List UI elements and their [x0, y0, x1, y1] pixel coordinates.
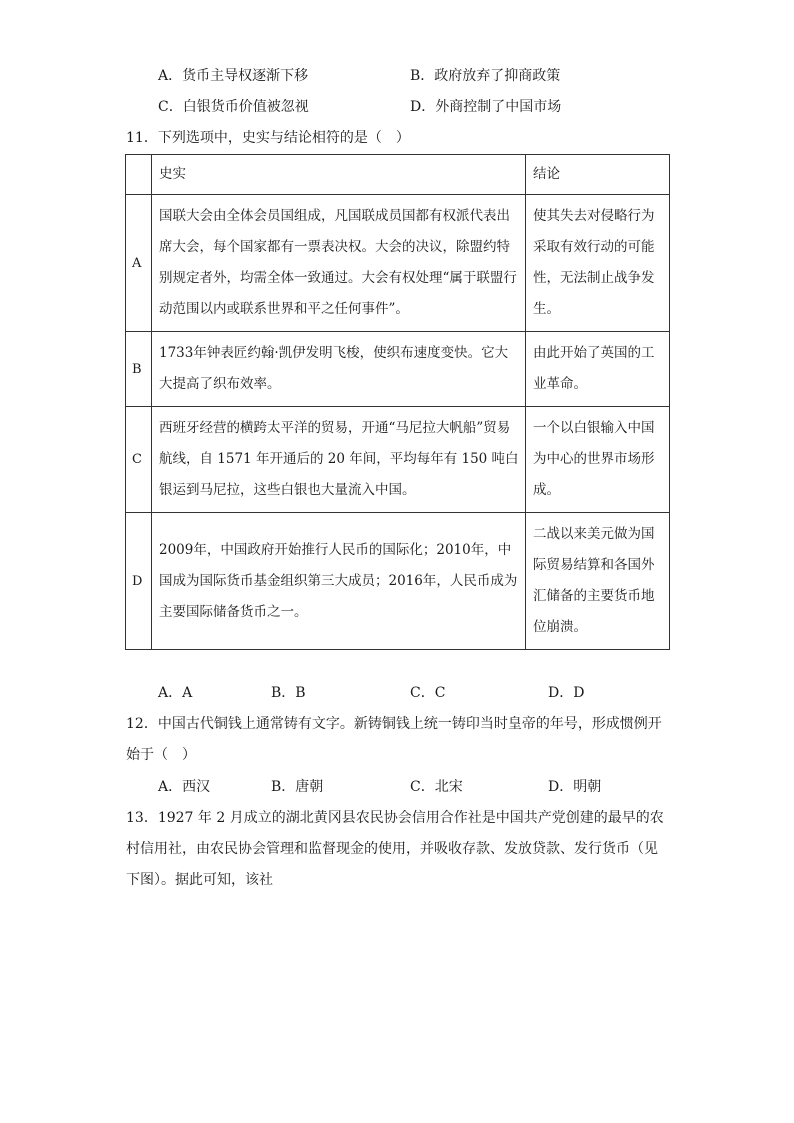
- q10-option-c: C．白银货币价值被忽视: [158, 99, 309, 115]
- header-cell-blank: [126, 155, 152, 195]
- q12-option-a: A．西汉: [158, 779, 211, 795]
- row-label: A: [126, 195, 152, 332]
- q11-table: [125, 154, 670, 650]
- q11-option-d: D．D: [548, 685, 585, 701]
- conclusion-cell: 一个以白银输入中国为中心的世界市场形成。: [526, 407, 670, 513]
- q10-option-d: D．外商控制了中国市场: [410, 99, 562, 115]
- q11-option-c: C．C: [410, 685, 446, 701]
- fact-cell: 2009年，中国政府开始推行人民币的国际化；2010年，中国成为国际货币基金组织第三大成员；2016年，人民币成为主要国际储备货币之一。: [152, 513, 526, 650]
- fact-cell: 西班牙经营的横跨太平洋的贸易，开通“马尼拉大帆船”贸易航线，自 1571 年开通后的 20 年间，平均每年有 150 吨白银运到马尼拉，这些白银也大量流入中国。: [152, 407, 526, 513]
- q10-option-a: A．货币主导权逐渐下移: [158, 68, 309, 84]
- conclusion-cell: 由此开始了英国的工业革命。: [526, 332, 670, 407]
- q12-option-b: B．唐朝: [271, 779, 324, 795]
- row-label: C: [126, 407, 152, 513]
- fact-cell: 国联大会由全体会员国组成，凡国联成员国都有权派代表出席大会，每个国家都有一票表决权。大会的决议，除盟约特别规定者外，均需全体一致通过。大会有权处理“属于联盟行动范围以内或联系世界和平之任何事件”。: [152, 195, 526, 332]
- fact-cell: 1733年钟表匠约翰·凯伊发明飞梭，使织布速度变快。它大大提高了织布效率。: [152, 332, 526, 407]
- conclusion-cell: 二战以来美元做为国际贸易结算和各国外汇储备的主要货币地位崩溃。: [526, 513, 670, 650]
- q12-option-c: C．北宋: [410, 779, 463, 795]
- q13-stem-line3: 下图）。据此可知，该社: [126, 872, 273, 888]
- q13-stem-line1: 13．1927 年 2 月成立的湖北黄冈县农民协会信用合作社是中国共产党创建的最早的农: [126, 810, 664, 826]
- table-row: [126, 332, 670, 407]
- conclusion-cell: 使其失去对侵略行为采取有效行动的可能性，无法制止战争发生。: [526, 195, 670, 332]
- row-label: B: [126, 332, 152, 407]
- table-row: [126, 407, 670, 513]
- q12-stem-line2: 始于（ ）: [126, 747, 196, 763]
- table-header-row: [126, 155, 670, 195]
- q13-stem-line2: 村信用社，由农民协会管理和监督现金的使用，并吸收存款、发放贷款、发行货币（见: [126, 841, 658, 857]
- q11-option-a: A．A: [158, 685, 193, 701]
- header-cell-fact: 史实: [152, 155, 526, 195]
- header-cell-conclusion: 结论: [526, 155, 670, 195]
- table-row: [126, 513, 670, 650]
- q11-stem: 11．下列选项中，史实与结论相符的是（ ）: [126, 130, 410, 146]
- q12-stem-line1: 12．中国古代铜钱上通常铸有文字。新铸铜钱上统一铸印当时皇帝的年号，形成惯例开: [126, 716, 662, 732]
- row-label: D: [126, 513, 152, 650]
- q11-option-b: B．B: [271, 685, 306, 701]
- q12-option-d: D．明朝: [548, 779, 602, 795]
- table-row: [126, 195, 670, 332]
- q10-option-b: B．政府放弃了抑商政策: [410, 68, 561, 84]
